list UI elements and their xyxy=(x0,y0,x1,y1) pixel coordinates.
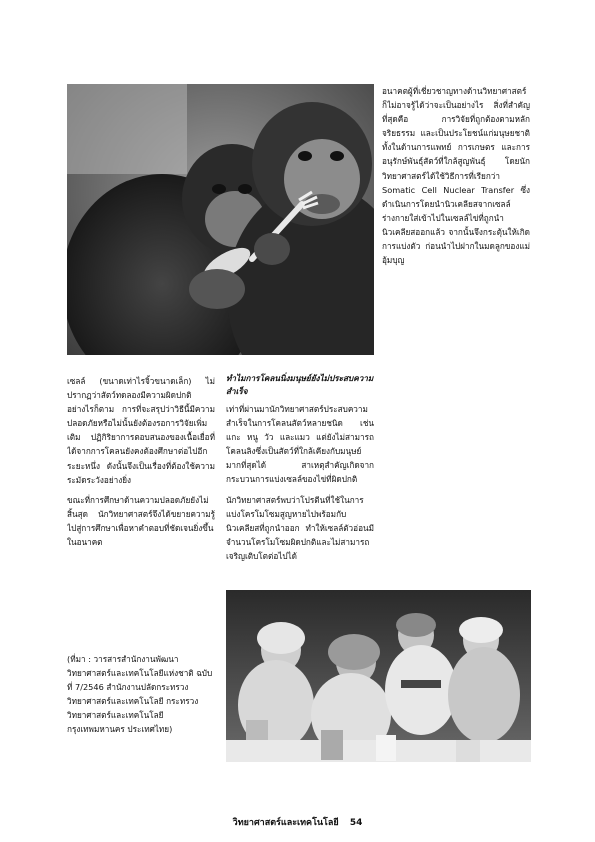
right-top-column xyxy=(382,84,530,514)
four-people-lying-photo xyxy=(226,590,531,762)
right-paragraph-1: อนาคตผู้ที่เชี่ยวชาญทางด้านวิทยาศาสตร์ ก็ไม่อาจรู้ได้ว่าจะเป็นอย่างไร สิ่งที่สำคัญที่สุดคือ การวิจัยที่ถูกต้องตามหลักจริยธรรม และเป็นประโยชน์แก่มนุษยชาติ ทั้งในด้านการแพทย์ การเกษตร และการอนุรักษ์พันธุ์สัตว์ที่ใกล้สูญพันธุ์ โดยนักวิทยาศาสตร์ได้ใช้วิธีการที่เรียกว่า Somatic Cell Nuclear Transfer ซึ่งดำเนินการโดยนำนิวเคลียสจากเซลล์ร่างกายใส่เข้าไปในเซลล์ไข่ที่ถูกนำนิวเคลียสออกแล้ว จากนั้นจึงกระตุ้นให้เกิดการแบ่งตัว ก่อนนำไปฝากในมดลูกของแม่อุ้มบุญ xyxy=(382,86,530,266)
source-note: (ที่มา : วารสารสำนักงานพัฒนาวิทยาศาสตร์และเทคโนโลยีแห่งชาติ ฉบับที่ 7/2546 สำนักงานปลัดกระทรวงวิทยาศาสตร์และเทคโนโลยี กระทรวงวิทยาศาสตร์และเทคโนโลยี กรุงเทพมหานคร ประเทศไทย) xyxy=(67,654,213,735)
left-paragraph-2: ขณะที่การศึกษาด้านความปลอดภัยยังไม่สิ้นสุด นักวิทยาศาสตร์จึงได้ขยายความรู้ไปสู่การศึกษาเพื่อหาคำตอบที่ชัดเจนยิ่งขึ้นในอนาคต xyxy=(67,494,215,548)
left-column xyxy=(67,374,215,644)
section-caption: ทำไมการโคลนนิ่งมนุษย์ยังไม่ประสบความสำเร็จ xyxy=(226,373,374,396)
middle-paragraph-1: เท่าที่ผ่านมานักวิทยาศาสตร์ประสบความสำเร็จในการโคลนสัตว์หลายชนิด เช่น แกะ หนู วัว และแมว แต่ยังไม่สามารถโคลนลิงซึ่งเป็นสัตว์ที่ใกล้เคียงกับมนุษย์มากที่สุดได้ สาเหตุสำคัญเกิดจากกระบวนการแบ่งเซลล์ของไข่ที่ผิดปกติ xyxy=(226,404,374,485)
middle-paragraph-2: นักวิทยาศาสตร์พบว่าโปรตีนที่ใช้ในการแบ่งโครโมโซมสูญหายไปพร้อมกับนิวเคลียสที่ถูกนำออก ทำให้เซลล์ตัวอ่อนมีจำนวนโครโมโซมผิดปกติและไม่สามารถเจริญเติบโตต่อไปได้ xyxy=(226,494,374,561)
left-paragraph-1: เซลล์ (ขนาดเท่าไรจิ้วขนาดเล็ก) ไม่ปรากฏว่าสัตว์ทดลองมีความผิดปกติ อย่างไรก็ตาม การที่จะสรุปว่าวิธีนี้มีความปลอดภัยหรือไม่นั้นยังต้องรอการวิจัยเพิ่มเติม ปฏิกิริยาการตอบสนองของเนื้อเยื่อที่ได้จากการโคลนยังคงต้องศึกษาต่อไปอีกระยะหนึ่ง ดังนั้นจึงเป็นเรื่องที่ต้องใช้ความระมัดระวังอย่างยิ่ง xyxy=(67,376,215,485)
middle-column xyxy=(226,402,374,582)
page-footer xyxy=(0,815,595,829)
footer-title: วิทยาศาสตร์และเทคโนโลยี xyxy=(232,818,339,828)
chimpanzees-photo xyxy=(67,84,374,355)
page-number: 54 xyxy=(349,818,363,828)
